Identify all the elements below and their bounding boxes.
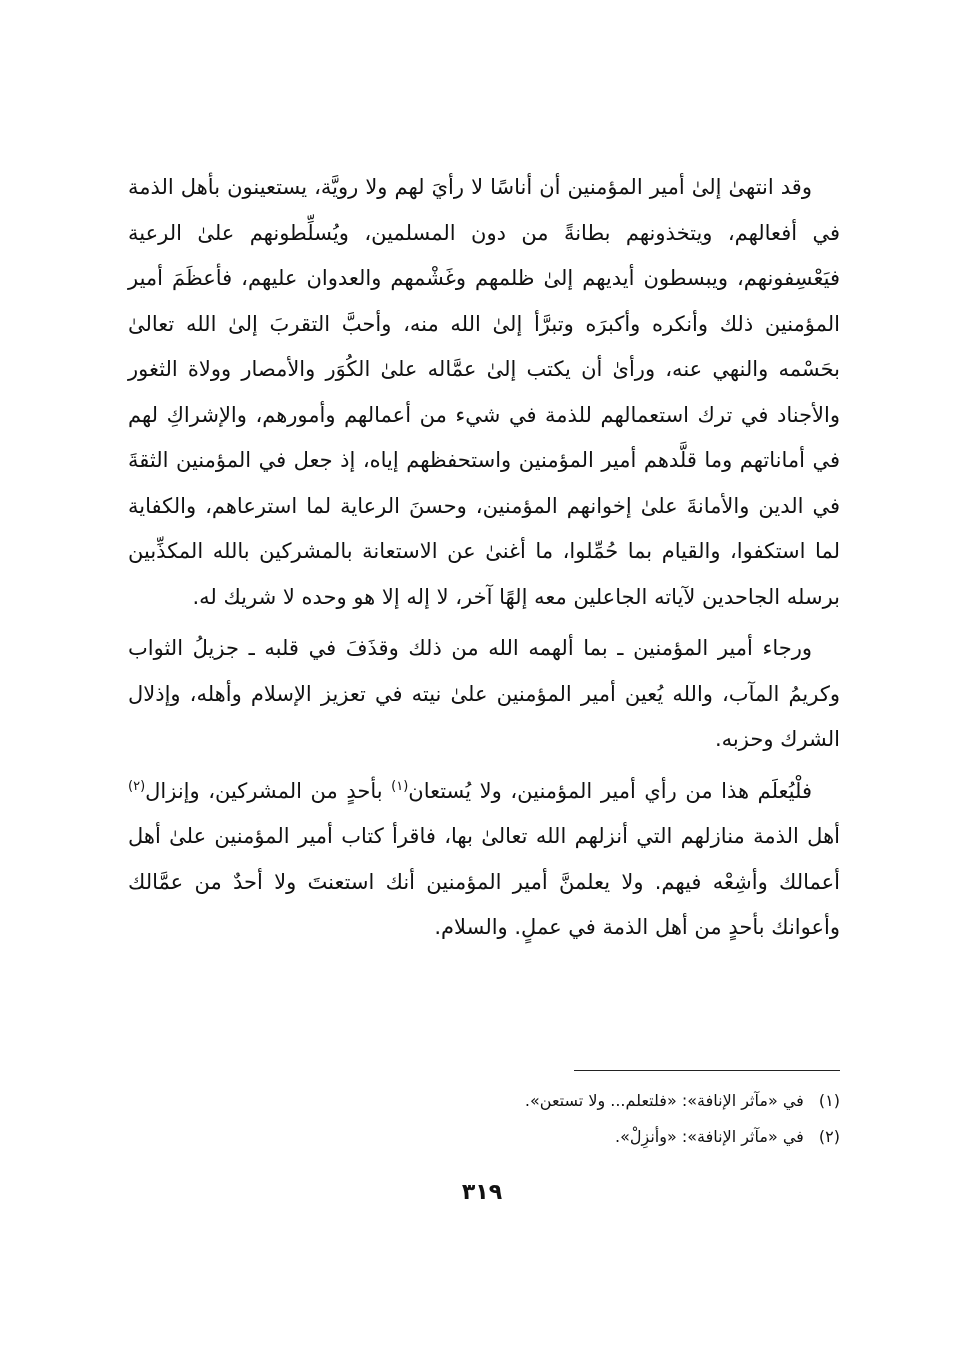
paragraph-3-part-2: بأحدٍ من المشركين، وإنزال	[145, 778, 392, 803]
main-text	[128, 165, 840, 957]
footnote-1-text: في «مآثر الإنافة»: «فلتعلم... ولا تستعن».	[524, 1091, 804, 1110]
paragraph-1: وقد انتهىٰ إلىٰ أمير المؤمنين أن أناسًا لا رأيَ لهم ولا رويَّة، يستعينون بأهل الذمة في أفعالهم، ويتخذونهم بطانةً من دون المسلمين، ويُسلِّطونهم علىٰ الرعية فيَعْسِفونهم، ويبسطون أيديهم إلىٰ ظلمهم وغَشْمهم والعدوان عليهم، فأعظَمَ أمير المؤمنين ذلك وأنكره وأكبرَه وتبرَّأ إلىٰ الله منه، وأحبَّ التقربَ إلىٰ الله تعالىٰ بحَسْمه والنهي عنه، ورأىٰ أن يكتب إلىٰ عمَّاله علىٰ الكُوَر والأمصار وولاة الثغور والأجناد في ترك استعمالهم للذمة في شيء من أعمالهم وأمورهم، والإشراكِ لهم في أماناتهم وما قلَّدهم أمير المؤمنين واستحفظهم إياه، إذ جعل في المؤمنين الثقةَ في الدين والأمانةَ علىٰ إخوانهم المؤمنين، وحسنَ الرعاية لما استرعاهم، والكفاية لما استكفوا، والقيام بما حُمِّلوا، ما أغنىٰ عن الاستعانة بالمشركين بالله المكذِّبين برسله الجاحدين لآياته الجاعلين معه إلهًا آخر، لا إله إلا هو وحده لا شريك له.	[128, 175, 840, 609]
footnote-2-number: (٢)	[818, 1127, 840, 1146]
footnote-2	[240, 1119, 840, 1155]
footnote-ref-2[interactable]: (٢)	[128, 778, 146, 794]
footnote-1	[240, 1083, 840, 1119]
footnote-2-text: في «مآثر الإنافة»: «وأنزِلْ».	[615, 1127, 804, 1146]
footnote-ref-1[interactable]: (١)	[391, 778, 409, 794]
paragraph-2: ورجاء أمير المؤمنين ـ بما ألهمه الله من ذلك وقذَفَ في قلبه ـ جزيلُ الثواب وكريمُ المآب، والله يُعين أمير المؤمنين علىٰ نيته في تعزيز الإسلام وأهله، وإذلال الشرك وحزبه.	[128, 636, 840, 751]
paragraph-3	[128, 769, 840, 951]
paragraph-3-part-3: أهل الذمة منازلهم التي أنزلهم الله تعالىٰ بها، فاقرأ كتاب أمير المؤمنين علىٰ أهل أعمالك وأشِعْه فيهم. ولا يعلمنَّ أمير المؤمنين أنك استعنتَ ولا أحدٌ من عمَّالك وأعوانك بأحدٍ من أهل الذمة في عملٍ. والسلام.	[128, 824, 840, 939]
footnote-1-number: (١)	[818, 1091, 840, 1110]
footnotes	[240, 1083, 840, 1155]
paragraph-3-part-1: فلْيُعلَم هذا من رأي أمير المؤمنين، ولا يُستعان	[408, 778, 812, 803]
footnote-divider	[574, 1070, 840, 1071]
page-number: ٣١٩	[461, 1180, 503, 1205]
